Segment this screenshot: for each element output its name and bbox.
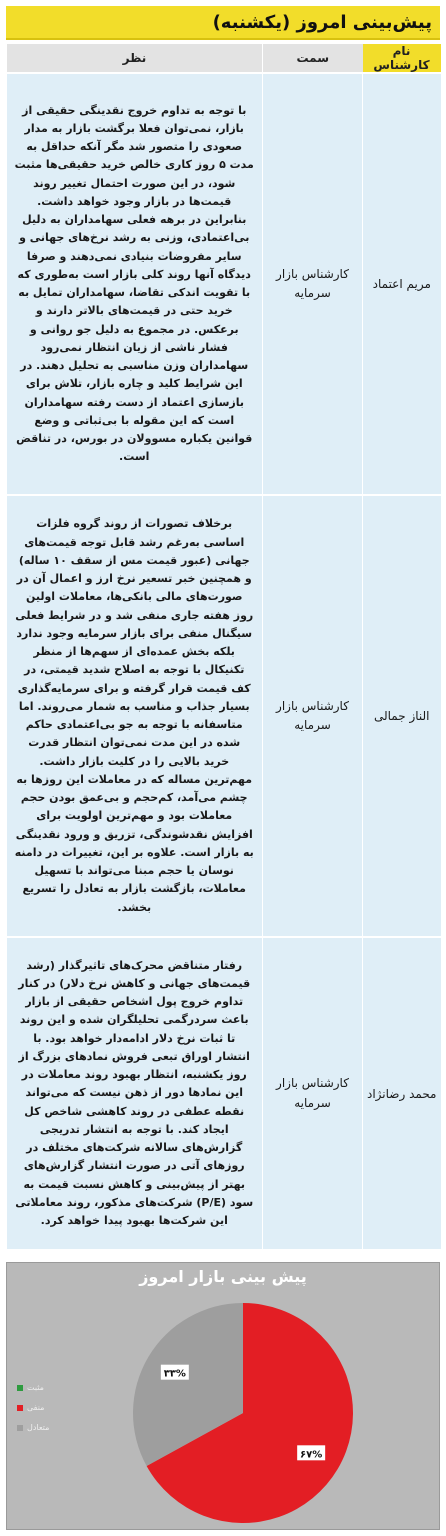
forecast-pie-chart bbox=[6, 1262, 440, 1530]
table-header-row bbox=[7, 44, 441, 73]
legend-item-neutral bbox=[17, 1423, 49, 1432]
legend-swatch bbox=[17, 1385, 23, 1391]
pie-label-text: ۶۷% bbox=[300, 1449, 323, 1461]
expert-opinion: رفتار متناقض محرک‌های تاثیرگذار (رشد قیمت‌های جهانی و کاهش نرخ دلار) در کنار تداوم خروج پول اشخاص حقیقی از بازار باعث سردرگمی تحلیلگران شده و این روند تا ثبات نرخ دلار ادامه‌دار خواهد بود. با انتشار اوراق تبعی فروش نمادهای بزرگ از روز یکشنبه، انتظار بهبود روند معاملات در این نمادها دور از ذهن نیست که می‌تواند نقطه عطفی در روند کاهشی شاخص کل ایجاد کند. با توجه به انتشار تدریجی گزارش‌های سالانه شرکت‌های مختلف در روزهای آتی در صورت انتشار گزارش‌های بهتر از پیش‌بینی و کاهش نسبت قیمت به سود (P/E) شرکت‌های مذکور، روند معاملاتی این شرکت‌ها بهبود پیدا خواهد کرد. bbox=[7, 937, 263, 1249]
column-header-name: نام کارشناس bbox=[363, 44, 441, 73]
legend-swatch bbox=[17, 1425, 23, 1431]
expert-name: الناز جمالی bbox=[363, 495, 441, 937]
legend-label: متعادل bbox=[27, 1423, 50, 1432]
expert-name: محمد رضانژاد bbox=[363, 937, 441, 1249]
pie-label-neutral bbox=[161, 1365, 189, 1380]
pie-label-negative bbox=[297, 1445, 325, 1460]
expert-position: کارشناس بازار سرمایه bbox=[263, 937, 363, 1249]
expert-forecast-table bbox=[6, 44, 441, 1249]
expert-opinion: برخلاف تصورات از روند گروه فلزات اساسی به‌رغم رشد قابل توجه قیمت‌های جهانی (عبور قیمت مس از سقف ۱۰ ساله) و همچنین خبر تسعیر نرخ ارز و اعمال آن در صورت‌های مالی بانکی‌ها، معاملات اولین روز هفته جاری منفی شد و در شرایط فعلی سیگنال منفی برای بازار سرمایه وجود ندارد بلکه بخش عمده‌ای از سهم‌ها از منظر تکنیکال با توجه به اصلاح شدید قیمتی، در کف قیمت قرار گرفته و برای سرمایه‌گذاری بسیار جذاب و مناسب به شمار می‌روند. اما متاسفانه با توجه به جو بی‌اعتمادی حاکم شده در این مدت نمی‌توان انتظار قدرت خرید بالایی را در کلیت بازار داشت. مهم‌ترین مساله که در معاملات این روزها به چشم می‌آمد، کم‌حجم و بی‌عمق بودن حجم معاملات بود و مهم‌ترین اولویت برای افزایش نقدشوندگی، تزریق و ورود نقدینگی به بازار است. علاوه بر این، تغییرات در دامنه نوسان یا حجم مبنا می‌تواند با تسهیل معاملات، بازگشت بازار به تعادل را تسریع بخشد. bbox=[7, 495, 263, 937]
page-title-bar bbox=[6, 6, 440, 40]
legend-label: مثبت bbox=[27, 1383, 44, 1392]
legend-swatch bbox=[17, 1405, 23, 1411]
table-row bbox=[7, 937, 441, 1249]
expert-name: مریم اعتماد bbox=[363, 73, 441, 495]
pie-chart-canvas bbox=[7, 1263, 441, 1531]
chart-legend bbox=[17, 1383, 49, 1443]
page-title: پیش‌بینی امروز (یکشنبه) bbox=[212, 11, 432, 33]
column-header-opinion: نظر bbox=[7, 44, 263, 73]
legend-item-negative bbox=[17, 1403, 49, 1412]
expert-position: کارشناس بازار سرمایه bbox=[263, 495, 363, 937]
expert-position: کارشناس بازار سرمایه bbox=[263, 73, 363, 495]
column-header-position: سمت bbox=[263, 44, 363, 73]
table-row bbox=[7, 73, 441, 495]
pie-label-text: ۳۳% bbox=[163, 1368, 186, 1380]
expert-opinion: با توجه به تداوم خروج نقدینگی حقیقی از بازار، نمی‌توان فعلا برگشت بازار به مدار صعودی را متصور شد مگر آنکه حداقل به مدت ۵ روز کاری خالص خرید حقیقی‌ها مثبت شود، در این صورت احتمال تغییر روند قیمت‌ها در بازار وجود خواهد داشت. بنابراین در برهه فعلی سهامداران به دلیل بی‌اعتمادی، وزنی به رشد نرخ‌های جهانی و سایر مفروضات بنیادی نمی‌دهند و صرفا دیدگاه آنها روند کلی بازار است به‌طوری که با تقویت اندکی تقاضا، سهامداران تمایل به خرید حتی در قیمت‌های بالاتر دارند و برعکس. در مجموع به دلیل جو روانی و فشار ناشی از زیان انتظار نمی‌رود سهامداران وزن مناسبی به تحلیل دهند. در این شرایط کلید و چاره بازار، تلاش برای بازسازی اعتماد از دست رفته سهامداران است که این مقوله با بی‌ثباتی و وضع قوانین یکباره مسوولان در بورس، در تناقض است. bbox=[7, 73, 263, 495]
legend-item-positive bbox=[17, 1383, 49, 1392]
table-row bbox=[7, 495, 441, 937]
chart-title: پیش بینی بازار امروز bbox=[139, 1267, 307, 1286]
legend-label: منفی bbox=[27, 1403, 45, 1412]
